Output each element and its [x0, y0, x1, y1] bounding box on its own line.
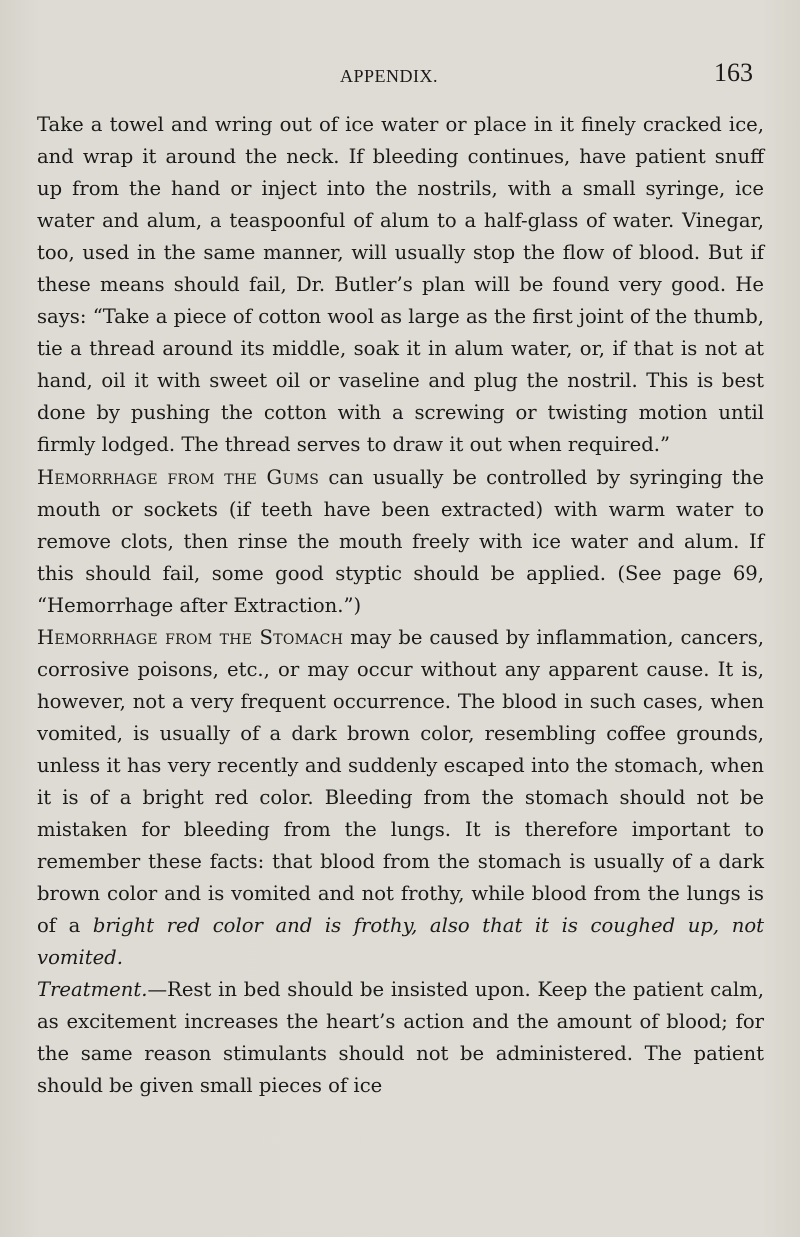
page-number: 163: [714, 58, 753, 87]
paragraph-treatment: [37, 974, 764, 1102]
heading-treatment: Treatment.: [37, 978, 148, 1002]
paragraph-treatment-text: —Rest in bed should be insisted upon. Keep the patient calm, as excitement increases the heart’s action and the amount of blood; for the same reason stimulants should not be administered. The patient should be given small pieces of ice: [37, 978, 764, 1098]
paragraph-gums: [37, 462, 764, 622]
paragraph-stomach-italic: bright red color and is frothy, also that it is coughed up, not vomited.: [37, 914, 764, 970]
paragraph-stomach: [37, 622, 764, 975]
running-title: APPENDIX.: [340, 66, 439, 86]
running-head: [0, 58, 800, 94]
heading-hemorrhage-stomach: Hemorrhage from the Stomach: [37, 625, 344, 649]
heading-hemorrhage-gums: Hemorrhage from the Gums: [37, 465, 320, 489]
paragraph-nosebleed-text: Take a towel and wring out of ice water or place in it finely cracked ice, and wrap it around the neck. If bleeding continues, have patient snuff up from the hand or inject into the nostrils, with a small syringe, ice water and alum, a teaspoonful of alum to a half-glass of water. Vinegar, too, used in the same manner, will usually stop the flow of blood. But if these means should fail, Dr. Butler’s plan will be found very good. He says: “Take a piece of cotton wool as large as the first joint of the thumb, tie a thread around its middle, soak it in alum water, or, if that is not at hand, oil it with sweet oil or vaseline and plug the nostril. This is best done by pushing the cotton with a screwing or twisting motion until firmly lodged. The thread serves to draw it out when required.”: [37, 113, 764, 457]
paragraph-nosebleed: [37, 109, 764, 462]
body-text: [37, 109, 764, 1102]
paragraph-stomach-text: may be caused by inflammation, cancers, corrosive poisons, etc., or may occur without any apparent cause. It is, however, not a very frequent occurrence. The blood in such cases, when vomited, is usually of a dark brown color, resembling coffee grounds, unless it has very recently and suddenly escaped into the stomach, when it is of a bright red color. Bleeding from the stomach should not be mistaken for bleeding from the lungs. It is therefore important to remember these facts: that blood from the stomach is usually of a dark brown color and is vomited and not frothy, while blood from the lungs is of a: [37, 625, 764, 938]
paragraph-gums-text: can usually be controlled by syringing the mouth or sockets (if teeth have been extracted) with warm water to remove clots, then rinse the mouth freely with ice water and alum. If this should fail, some good styptic should be applied. (See page 69, “Hemorrhage after Extraction.”): [37, 465, 764, 617]
